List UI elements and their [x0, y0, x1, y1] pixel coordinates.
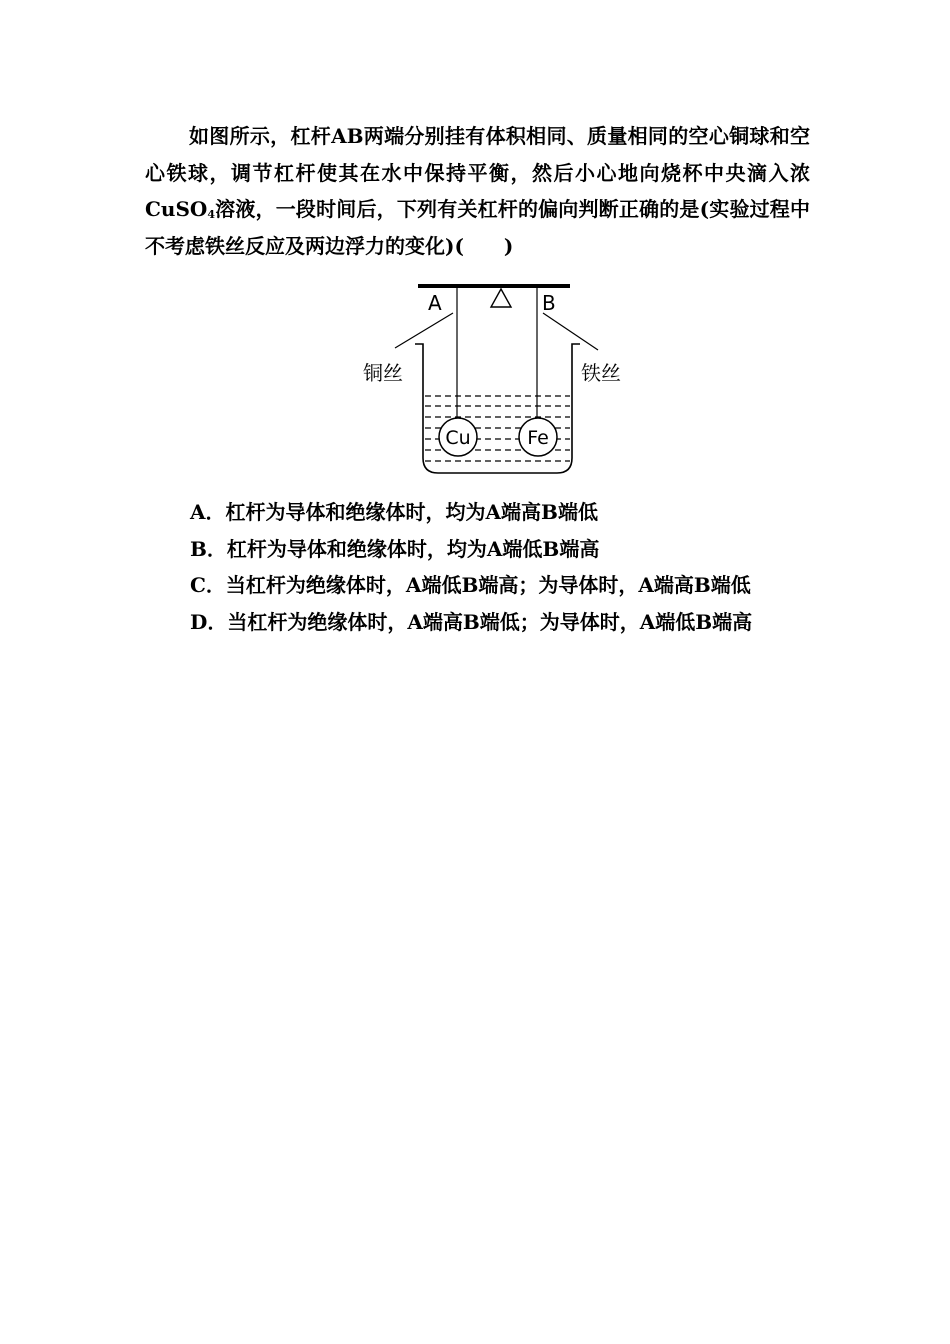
- answer-options: [190, 494, 752, 640]
- question-stem: [145, 118, 810, 264]
- option-text: 当杠杆为绝缘体时，A端高B端低；为导体时，A端低B端高: [227, 609, 753, 634]
- option-letter: A．: [190, 500, 226, 524]
- fulcrum-triangle: [491, 289, 511, 307]
- label-a: A: [428, 291, 442, 315]
- copper-wire-pointer: [395, 313, 453, 348]
- question-text-part1: 如图所示，杠杆AB两端分别挂有体积相同、质量相同的空心铜球和空心铁球，调节杠杆使其在水中保持平衡，然后小心地向烧杯中央滴入浓CuSO: [145, 124, 810, 221]
- option-text: 当杠杆为绝缘体时，A端低B端高；为导体时，A端高B端低: [225, 573, 751, 597]
- lever-beaker-diagram: [355, 280, 640, 480]
- option-letter: C．: [190, 573, 226, 597]
- lever-beaker-figure: [355, 280, 640, 480]
- copper-ball-label: Cu: [445, 427, 471, 449]
- beaker-outline: [415, 344, 580, 473]
- option-a[interactable]: [190, 494, 752, 531]
- option-c[interactable]: [190, 567, 752, 604]
- option-letter: B．: [190, 536, 227, 561]
- option-b[interactable]: [190, 531, 752, 568]
- iron-wire-label: 铁丝: [581, 361, 621, 385]
- iron-ball-label: Fe: [527, 427, 549, 449]
- question-subscript: 4: [207, 208, 215, 221]
- option-text: 杠杆为导体和绝缘体时，均为A端低B端高: [226, 536, 600, 561]
- option-letter: D．: [190, 609, 228, 634]
- iron-wire-pointer: [543, 313, 598, 350]
- label-b: B: [542, 291, 556, 315]
- copper-wire-label: 铜丝: [363, 361, 403, 385]
- question-text-part2: 溶液，一段时间后，下列有关杠杆的偏向判断正确的是(实验过程中不考虑铁丝反应及两边浮力的变化)( ): [145, 197, 810, 258]
- lever-bar: [418, 284, 570, 288]
- option-d[interactable]: [190, 604, 752, 641]
- option-text: 杠杆为导体和绝缘体时，均为A端高B端低: [225, 500, 598, 524]
